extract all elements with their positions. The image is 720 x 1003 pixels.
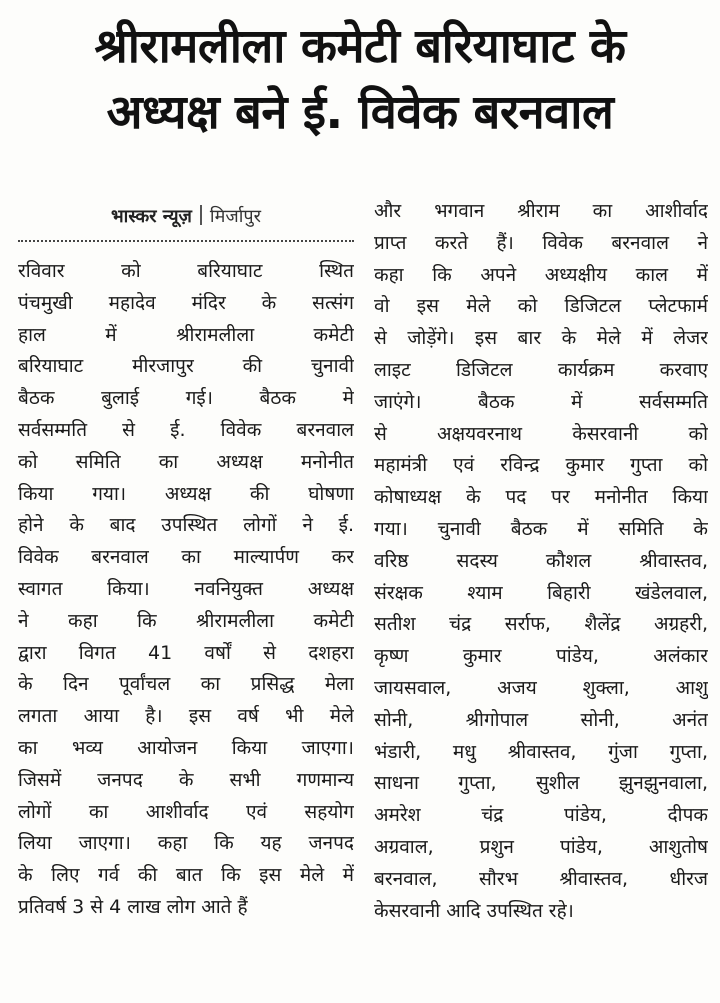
article-line: किया गया। अध्यक्ष की घोषणा <box>18 482 354 505</box>
article-line: कृष्ण कुमार पांडेय, अलंकार <box>374 645 708 668</box>
article-line: महामंत्री एवं रविन्द्र कुमार गुप्ता को <box>374 454 708 477</box>
article-line: द्वारा विगत 41 वर्षों से दशहरा <box>18 641 354 664</box>
article-line: बरनवाल, सौरभ श्रीवास्तव, धीरज <box>374 867 708 890</box>
article-column-1 <box>18 256 354 924</box>
article-line: रविवार को बरियाघाट स्थित <box>18 260 354 282</box>
article-line: गया। चुनावी बैठक में समिति के <box>374 517 708 540</box>
article-line: लगता आया है। इस वर्ष भी मेले <box>18 705 354 728</box>
article-line: ने कहा कि श्रीरामलीला कमेटी <box>18 609 354 632</box>
dotted-divider <box>18 240 354 242</box>
article-line: लोगों का आशीर्वाद एवं सहयोग <box>18 800 354 823</box>
article-line: कहा कि अपने अध्यक्षीय काल में <box>374 263 708 286</box>
article-line: पंचमुखी महादेव मंदिर के सत्संग <box>18 291 354 314</box>
article-line: जायसवाल, अजय शुक्ला, आशु <box>374 676 708 699</box>
article-line: सर्वसम्मति से ई. विवेक बरनवाल <box>18 418 354 441</box>
article-line: सोनी, श्रीगोपाल सोनी, अनंत <box>374 708 708 731</box>
article-line: से अक्षयवरनाथ केसरवानी को <box>374 422 708 445</box>
article-line: वरिष्ठ सदस्य कौशल श्रीवास्तव, <box>374 549 708 572</box>
article-line: बरियाघाट मीरजापुर की चुनावी <box>18 355 354 378</box>
article-line: लिया जाएगा। कहा कि यह जनपद <box>18 832 354 855</box>
article-line: होने के बाद उपस्थित लोगों ने ई. <box>18 514 354 537</box>
news-agency: भास्कर न्यूज़ <box>111 206 192 227</box>
article-line: विवेक बरनवाल का माल्यार्पण कर <box>18 546 354 569</box>
article-line: संरक्षक श्याम बिहारी खंडेलवाल, <box>374 581 708 604</box>
article-line: अग्रवाल, प्रशुन पांडेय, आशुतोष <box>374 835 708 858</box>
article-line: प्रतिवर्ष 3 से 4 लाख लोग आते हैं <box>18 895 248 918</box>
dateline-separator <box>200 205 202 225</box>
dateline-city: मिर्जापुर <box>209 206 261 227</box>
article-line: स्वागत किया। नवनियुक्त अध्यक्ष <box>18 577 354 600</box>
article-line: प्राप्त करते हैं। विवेक बरनवाल ने <box>374 231 708 254</box>
article-line: सतीश चंद्र सर्राफ, शैलेंद्र अग्रहरी, <box>374 613 708 636</box>
dateline <box>18 204 354 234</box>
article-line: को समिति का अध्यक्ष मनोनीत <box>18 450 354 473</box>
article-line: और भगवान श्रीराम का आशीर्वाद <box>374 200 708 222</box>
article-line: के लिए गर्व की बात कि इस मेले में <box>18 864 354 887</box>
article-line: बैठक बुलाई गई। बैठक मे <box>18 387 354 410</box>
article-line: साधना गुप्ता, सुशील झुनझुनवाला, <box>374 772 708 795</box>
headline-line-1: श्रीरामलीला कमेटी बरियाघाट के <box>94 19 626 74</box>
article-line: अमरेश चंद्र पांडेय, दीपक <box>374 804 708 827</box>
headline <box>10 14 710 146</box>
article-line: लाइट डिजिटल कार्यक्रम करवाए <box>374 358 708 381</box>
article-line: हाल में श्रीरामलीला कमेटी <box>18 323 354 346</box>
article-column-2 <box>374 196 708 927</box>
article-line: जिसमें जनपद के सभी गणमान्य <box>18 768 354 791</box>
article-line: कोषाध्यक्ष के पद पर मनोनीत किया <box>374 486 708 509</box>
article-line: के दिन पूर्वांचल का प्रसिद्ध मेला <box>18 673 354 696</box>
headline-line-2: अध्यक्ष बने ई. विवेक बरनवाल <box>106 85 614 140</box>
article-line: केसरवानी आदि उपस्थित रहे। <box>374 899 574 922</box>
article-line: जाएंगे। बैठक में सर्वसम्मति <box>374 390 708 413</box>
article-line: भंडारी, मधु श्रीवास्तव, गुंजा गुप्ता, <box>374 740 708 763</box>
article-line: वो इस मेले को डिजिटल प्लेटफार्म <box>374 295 708 318</box>
article-line: का भव्य आयोजन किया जाएगा। <box>18 736 354 759</box>
article-line: से जोड़ेंगे। इस बार के मेले में लेजर <box>374 327 708 350</box>
